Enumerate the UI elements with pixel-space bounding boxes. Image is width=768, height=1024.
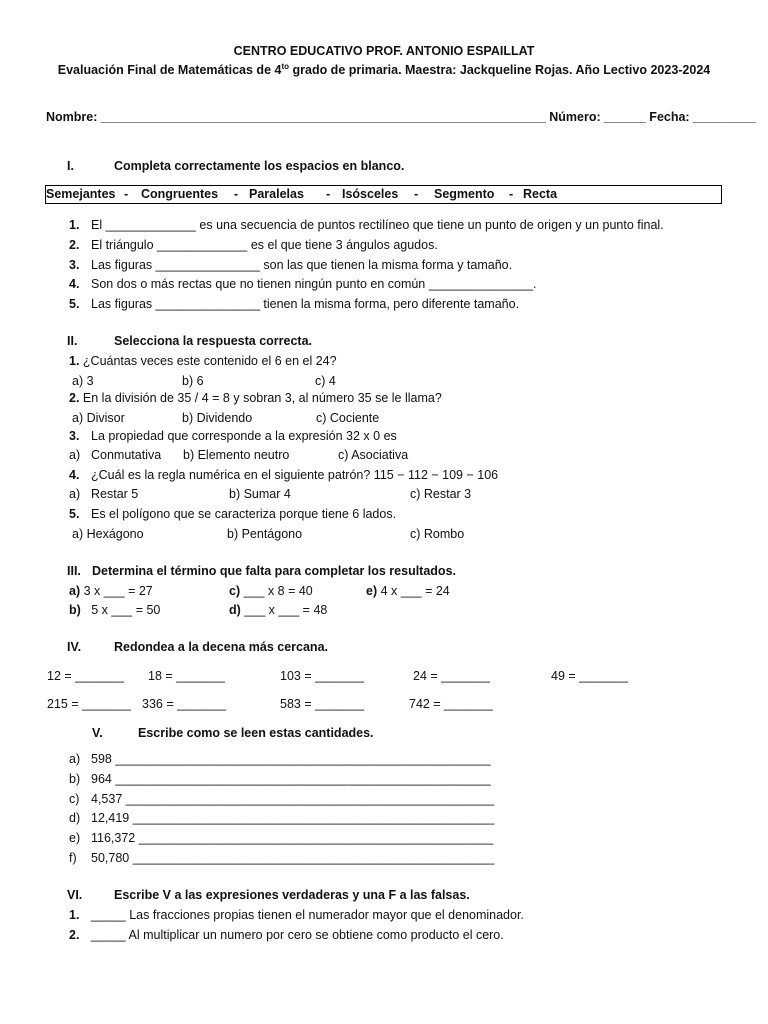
number-to-words-item: 12,419 ____________________________________________________ xyxy=(91,811,495,825)
word-bank xyxy=(45,185,722,204)
section-5-number: V. xyxy=(92,726,103,740)
word-segmento: Segmento xyxy=(434,187,495,201)
option-letter: a) xyxy=(69,448,81,462)
word-semejantes: Semejantes xyxy=(46,187,116,201)
item-number: 1. xyxy=(69,908,80,922)
option: a) Hexágono xyxy=(72,527,144,541)
number-to-words-item: 116,372 ___________________________________________________ xyxy=(91,831,494,845)
rounding-item: 49 = _______ xyxy=(551,669,628,683)
item-number: 3. xyxy=(69,258,80,272)
item-number: 5. xyxy=(69,507,80,521)
student-info-line: Nombre: ________________________________________________________________ Número: ______ Fecha: _________ xyxy=(46,110,756,124)
word-congruentes: Congruentes xyxy=(141,187,219,201)
true-false-item: _____ Las fracciones propias tienen el numerador mayor que el denominador. xyxy=(91,908,524,922)
number-to-words-item: 598 ______________________________________________________ xyxy=(91,752,491,766)
item-letter: a) xyxy=(69,752,81,766)
section-6-number: VI. xyxy=(67,888,83,902)
missing-term-item: d) ___ x ___ = 48 xyxy=(229,603,328,617)
section-3-title: Determina el término que falta para completar los resultados. xyxy=(92,564,456,578)
rounding-item: 336 = _______ xyxy=(142,697,226,711)
fill-in-item: El _____________ es una secuencia de puntos rectilíneo que tiene un punto de origen y un punto final. xyxy=(91,218,664,232)
missing-term-item: c) ___ x 8 = 40 xyxy=(229,584,313,598)
rounding-item: 103 = _______ xyxy=(280,669,364,683)
fill-in-item: Las figuras _______________ son las que tienen la misma forma y tamaño. xyxy=(91,258,513,272)
word-separator: - xyxy=(124,187,129,201)
item-number: 4. xyxy=(69,277,80,291)
section-5-title: Escribe como se leen estas cantidades. xyxy=(138,726,374,740)
option: b) Dividendo xyxy=(182,411,253,425)
option: b) Sumar 4 xyxy=(229,487,291,501)
item-letter: f) xyxy=(69,851,77,865)
evaluation-title: Evaluación Final de Matemáticas de $4^{to}$ grado de primaria. Maestra: Jackqueline Rojas. Año Lectivo 2023-2024 xyxy=(57,61,711,77)
rounding-item: 18 = _______ xyxy=(148,669,225,683)
item-number: 4. xyxy=(69,468,80,482)
option: b) Pentágono xyxy=(227,527,303,541)
option: Restar 5 xyxy=(91,487,139,501)
item-number: 2. xyxy=(69,238,80,252)
item-number: 1. xyxy=(69,218,80,232)
option: b) Elemento neutro xyxy=(183,448,290,462)
section-6-title: Escribe V a las expresiones verdaderas y una F a las falsas. xyxy=(114,888,470,902)
option: c) Asociativa xyxy=(338,448,409,462)
section-2-title: Selecciona la respuesta correcta. xyxy=(114,334,313,348)
option: c) Rombo xyxy=(410,527,465,541)
rounding-item: 24 = _______ xyxy=(413,669,490,683)
rounding-item: 583 = _______ xyxy=(280,697,364,711)
section-2-number: II. xyxy=(67,334,78,348)
number-to-words-item: 50,780 ____________________________________________________ xyxy=(91,851,495,865)
word-paralelas: Paralelas xyxy=(249,187,304,201)
item-number: 3. xyxy=(69,429,80,443)
rounding-item: 215 = _______ xyxy=(47,697,131,711)
section-1-number: I. xyxy=(67,159,74,173)
fill-in-item: El triángulo _____________ es el que tiene 3 ángulos agudos. xyxy=(91,238,438,252)
question: 2. En la división de 35 / 4 = 8 y sobran 3, al número 35 se le llama? xyxy=(69,391,442,405)
item-number: 2. xyxy=(69,928,80,942)
option: a) Divisor xyxy=(72,411,125,425)
question: La propiedad que corresponde a la expresión 32 x 0 es xyxy=(91,429,397,443)
section-4-number: IV. xyxy=(67,640,82,654)
word-isosceles: Isósceles xyxy=(342,187,399,201)
section-4-title: Redondea a la decena más cercana. xyxy=(114,640,328,654)
option: b) 6 xyxy=(182,374,204,388)
number-to-words-item: 964 ______________________________________________________ xyxy=(91,772,491,786)
item-letter: e) xyxy=(69,831,81,845)
missing-term-item: b) 5 x ___ = 50 xyxy=(69,603,161,617)
item-letter: c) xyxy=(69,792,80,806)
word-separator: - xyxy=(509,187,514,201)
option: Conmutativa xyxy=(91,448,162,462)
fill-in-item: Las figuras _______________ tienen la misma forma, pero diferente tamaño. xyxy=(91,297,520,311)
word-separator: - xyxy=(234,187,239,201)
question: 1. ¿Cuántas veces este contenido el 6 en el 24? xyxy=(69,354,337,368)
rounding-item: 742 = _______ xyxy=(409,697,493,711)
option: c) Cociente xyxy=(316,411,380,425)
option-letter: a) xyxy=(69,487,81,501)
fill-in-item: Son dos o más rectas que no tienen ningún punto en común _______________. xyxy=(91,277,537,291)
missing-term-item: a) 3 x ___ = 27 xyxy=(69,584,153,598)
rounding-item: 12 = _______ xyxy=(47,669,124,683)
option: c) Restar 3 xyxy=(410,487,472,501)
item-number: 5. xyxy=(69,297,80,311)
true-false-item: _____ Al multiplicar un numero por cero se obtiene como producto el cero. xyxy=(91,928,504,942)
option: c) 4 xyxy=(315,374,336,388)
missing-term-item: e) 4 x ___ = 24 xyxy=(366,584,450,598)
section-1-title: Completa correctamente los espacios en blanco. xyxy=(114,159,405,173)
word-separator: - xyxy=(414,187,419,201)
number-to-words-item: 4,537 _____________________________________________________ xyxy=(91,792,495,806)
item-letter: d) xyxy=(69,811,81,825)
section-3-number: III. xyxy=(67,564,81,578)
question: Es el polígono que se caracteriza porque tiene 6 lados. xyxy=(91,507,397,521)
school-name: CENTRO EDUCATIVO PROF. ANTONIO ESPAILLAT xyxy=(233,44,535,58)
item-letter: b) xyxy=(69,772,81,786)
option: a) 3 xyxy=(72,374,94,388)
question: ¿Cuál es la regla numérica en el siguiente patrón? 115 − 112 − 109 − 106 xyxy=(91,468,499,482)
word-separator: - xyxy=(326,187,331,201)
word-recta: Recta xyxy=(523,187,558,201)
